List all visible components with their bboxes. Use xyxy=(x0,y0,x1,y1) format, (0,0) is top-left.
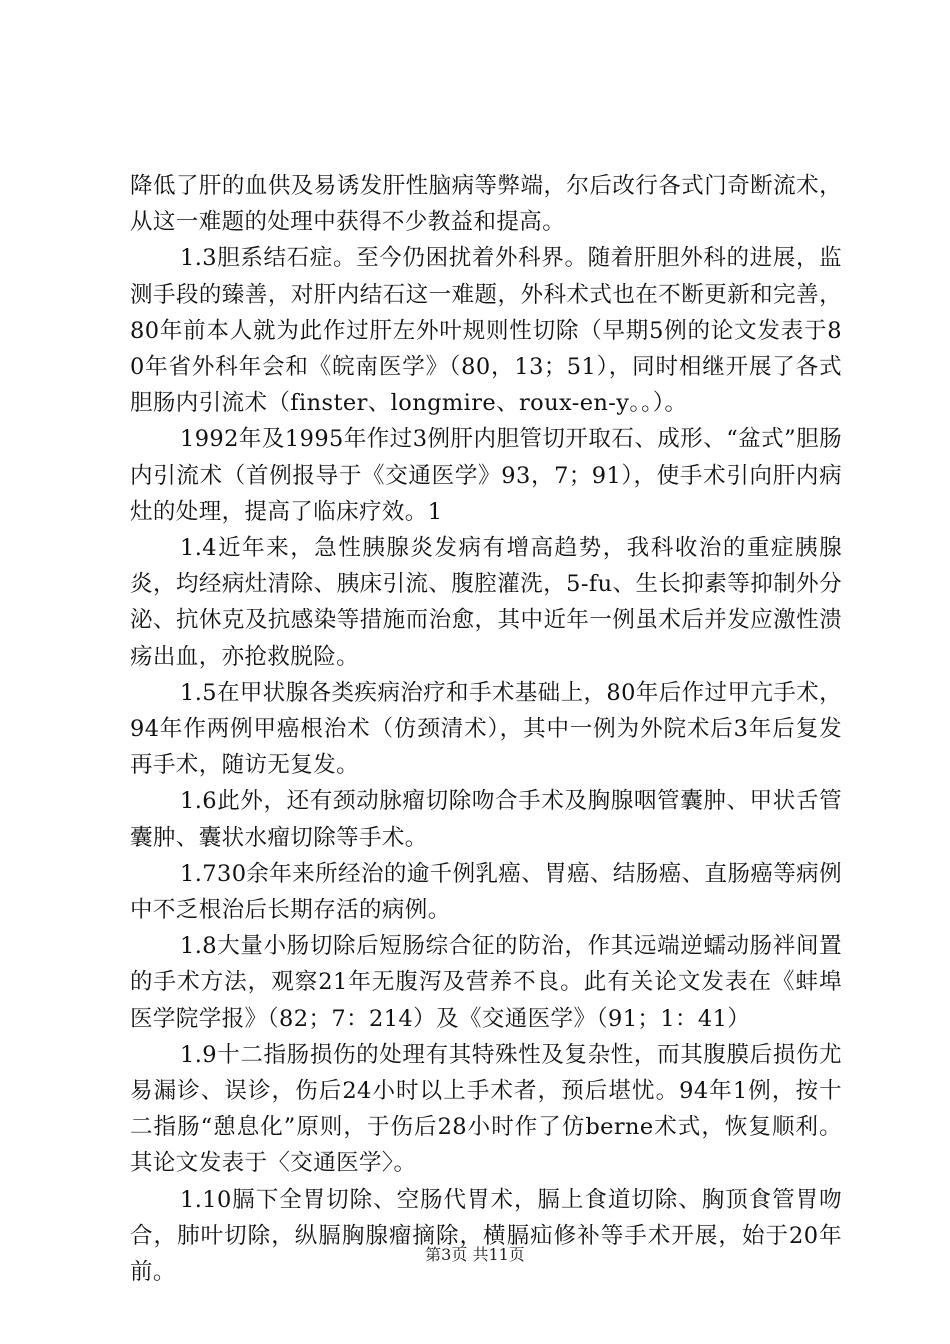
document-body xyxy=(130,168,842,1290)
paragraph-1-6: 1.6此外，还有颈动脉瘤切除吻合手术及胸腺咽管囊肿、甲状舌管囊肿、囊状水瘤切除等手术。 xyxy=(130,788,842,851)
paragraph-1-10: 1.10膈下全胃切除、空肠代胃术，膈上食道切除、胸顶食管胃吻合，肺叶切除，纵膈胸腺瘤摘除，横膈疝修补等手术开展，始于20年前。 xyxy=(130,1186,842,1286)
paragraph-1-3: 1.3胆系结石症。至今仍困扰着外科界。随着肝胆外科的进展，监测手段的臻善，对肝内结石这一难题，外科术式也在不断更新和完善，80年前本人就为此作过肝左外叶规则性切除（早期5例的论文发表于80年省外科年会和《皖南医学》（80，13；51），同时相继开展了各式胆肠内引流术（finster、longmire、roux-en-y。。）。 xyxy=(130,245,842,417)
paragraph-1-5: 1.5在甲状腺各类疾病治疗和手术基础上，80年后作过甲亢手术，94年作两例甲癌根治术（仿颈清术），其中一例为外院术后3年后复发再手术，随访无复发。 xyxy=(130,679,842,779)
paragraph-1-7: 1.730余年来所经治的逾千例乳癌、胃癌、结肠癌、直肠癌等病例中不乏根治后长期存活的病例。 xyxy=(130,860,842,924)
paragraph-1-4: 1.4近年来，急性胰腺炎发病有增高趋势，我科收治的重症胰腺炎，均经病灶清除、胰床引流、腹腔灌洗，5-fu、生长抑素等抑制外分泌、抗休克及抗感染等措施而治愈，其中近年一例虽术后并发应激性溃疡出血，亦抢救脱险。 xyxy=(130,535,842,670)
paragraph-1-9: 1.9十二指肠损伤的处理有其特殊性及复杂性，而其腹膜后损伤尤易漏诊、误诊，伤后24小时以上手术者，预后堪忧。94年1例，按十二指肠“憩息化”原则，于伤后28小时作了仿berne术式，恢复顺利。其论文发表于〈交通医学〉。 xyxy=(130,1041,842,1177)
paragraph-1: 降低了肝的血供及易诱发肝性脑病等弊端，尔后改行各式门奇断流术，从这一难题的处理中获得不少教益和提高。 xyxy=(130,173,842,236)
page-number: 第3页 共11页 xyxy=(425,1245,525,1264)
paragraph-1-8: 1.8大量小肠切除后短肠综合征的防治，作其远端逆蠕动肠袢间置的手术方法，观察21年无腹泻及营养不良。此有关论文发表在《蚌埠医学院学报》（82；7：214）及《交通医学》（91；1：41） xyxy=(130,933,842,1032)
paragraph-1992: 1992年及1995年作过3例肝内胆管切开取石、成形、“盆式”胆肠内引流术（首例报导于《交通医学》93，7；91），使手术引向肝内病灶的处理，提高了临床疗效。1 xyxy=(130,426,842,525)
